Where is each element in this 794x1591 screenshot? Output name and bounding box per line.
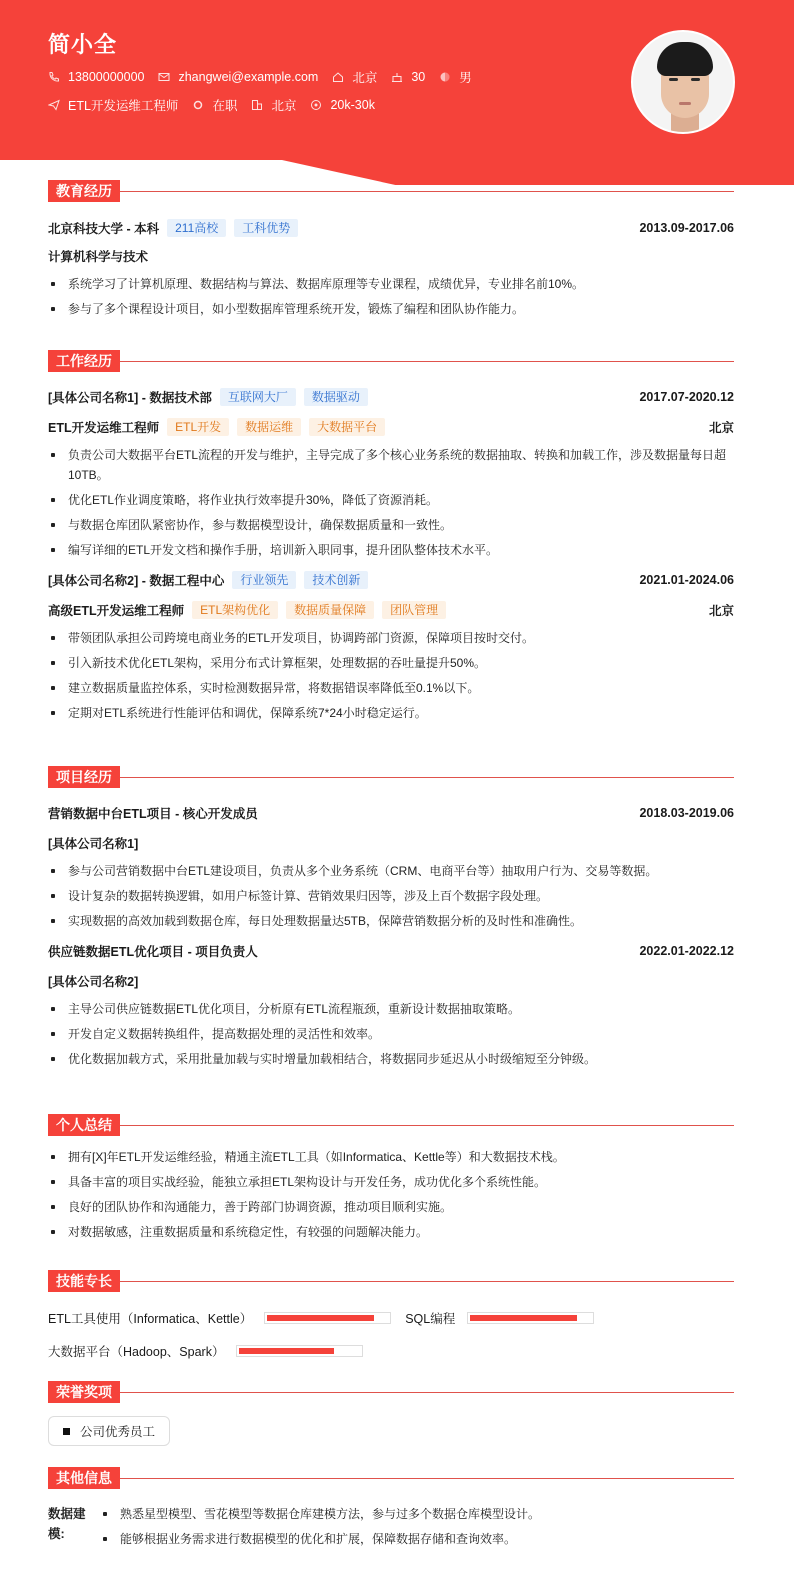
city-item	[332, 68, 377, 86]
location: 北京	[708, 604, 734, 618]
send-icon	[48, 99, 60, 111]
section-title	[48, 1114, 734, 1136]
salary-icon	[310, 99, 322, 111]
target-city: 北京	[271, 99, 297, 113]
role-row	[48, 600, 734, 620]
tag: 工科优势	[234, 219, 298, 237]
list-item: 建立数据质量监控体系，实时检测数据异常，将数据错误率降低至0.1%以下。	[48, 678, 734, 698]
list-item: 开发自定义数据转换组件，提高数据处理的灵活性和效率。	[48, 1024, 734, 1044]
list-item: 与数据仓库团队紧密协作，参与数据模型设计，确保数据质量和一致性。	[48, 515, 734, 535]
building-icon	[251, 99, 263, 111]
project-name: 营销数据中台ETL项目 - 核心开发成员	[48, 807, 258, 821]
list-item: 良好的团队协作和沟通能力，善于跨部门协调资源，推动项目顺利实施。	[48, 1197, 734, 1217]
school-name: 北京科技大学 - 本科	[48, 222, 160, 236]
skill-bar-fill	[470, 1315, 576, 1321]
target-position: ETL开发运维工程师	[68, 99, 179, 113]
bullet-list	[48, 628, 734, 723]
list-item: 编写详细的ETL开发文档和操作手册，培训新入职同事，提升团队整体技术水平。	[48, 540, 734, 560]
skill-row	[48, 1341, 734, 1361]
skill-row	[48, 1308, 734, 1328]
list-item: 参与公司营销数据中台ETL建设项目，负责从多个业务系统（CRM、电商平台等）抽取用户行为、交易等数据。	[48, 861, 734, 881]
list-item: 优化ETL作业调度策略，将作业执行效率提升30%，降低了资源消耗。	[48, 490, 734, 510]
employment-status: 在职	[212, 99, 238, 113]
contact-row	[48, 68, 486, 86]
home-icon	[332, 71, 344, 83]
skill-bar-fill	[239, 1348, 333, 1354]
mail-icon	[158, 71, 170, 83]
date-range: 2021.01-2024.06	[639, 573, 734, 587]
list-item: 定期对ETL系统进行性能评估和调优，保障系统7*24小时稳定运行。	[48, 703, 734, 723]
date-range: 2013.09-2017.06	[639, 221, 734, 235]
project-company: [具体公司名称1]	[48, 837, 139, 851]
tag: 数据质量保障	[286, 601, 374, 619]
gender-icon	[439, 71, 451, 83]
other-info-key: 数据建模:	[48, 1507, 86, 1541]
date-range: 2022.01-2022.12	[639, 944, 734, 958]
project-header	[48, 803, 734, 823]
section-divider	[120, 777, 734, 778]
section-label: 工作经历	[48, 350, 120, 372]
target-position-item	[48, 96, 178, 114]
email-item	[158, 70, 318, 84]
major: 计算机科学与技术	[48, 250, 149, 264]
tag: ETL架构优化	[192, 601, 278, 619]
skills-section	[48, 1270, 734, 1361]
section-label: 荣誉奖项	[48, 1381, 120, 1403]
section-title	[48, 180, 734, 202]
section-divider	[120, 361, 734, 362]
section-title	[48, 1467, 734, 1489]
tag: 数据驱动	[304, 388, 368, 406]
bullet-list	[48, 445, 734, 560]
status-icon	[192, 99, 204, 111]
tag: 大数据平台	[309, 418, 385, 436]
skill-bar	[467, 1312, 594, 1324]
list-item: 熟悉星型模型、雪花模型等数据仓库建模方法，参与过多个数据仓库模型设计。	[100, 1504, 540, 1524]
job-header	[48, 387, 734, 407]
list-item: 优化数据加载方式，采用批量加载与实时增量加载相结合，将数据同步延迟从小时级缩短至分钟级。	[48, 1049, 734, 1069]
awards-section	[48, 1381, 734, 1446]
role-title: ETL开发运维工程师	[48, 421, 160, 435]
award-name: 公司优秀员工	[80, 1425, 156, 1439]
award-item	[48, 1416, 170, 1446]
tag: 团队管理	[382, 601, 446, 619]
other-section	[48, 1467, 734, 1554]
phone-icon	[48, 71, 60, 83]
other-info-row	[48, 1504, 734, 1554]
job-header	[48, 570, 734, 590]
project-header	[48, 941, 734, 961]
bullet-list	[48, 999, 734, 1069]
location: 北京	[708, 421, 734, 435]
gender-item	[439, 68, 472, 86]
section-title	[48, 350, 734, 372]
work-section	[48, 350, 734, 728]
section-divider	[120, 191, 734, 192]
education-section	[48, 180, 734, 324]
tag: ETL开发	[167, 418, 229, 436]
skill-name: 大数据平台（Hadoop、Spark）	[48, 1345, 225, 1359]
age-item	[391, 70, 425, 84]
role-row	[48, 417, 734, 437]
section-label: 技能专长	[48, 1270, 120, 1292]
avatar	[631, 30, 735, 134]
list-item: 主导公司供应链数据ETL优化项目，分析原有ETL流程瓶颈，重新设计数据抽取策略。	[48, 999, 734, 1019]
project-company: [具体公司名称2]	[48, 975, 139, 989]
job-intent-row	[48, 96, 389, 114]
skill-bar	[236, 1345, 363, 1357]
cake-icon	[391, 71, 403, 83]
candidate-name: 简小全	[48, 32, 118, 57]
email-address: zhangwei@example.com	[178, 70, 319, 84]
tag: 互联网大厂	[220, 388, 296, 406]
bullet-list	[100, 1504, 540, 1554]
age: 30	[411, 70, 426, 84]
phone-number: 13800000000	[68, 70, 145, 84]
project-name: 供应链数据ETL优化项目 - 项目负责人	[48, 945, 258, 959]
skill-name: SQL编程	[405, 1312, 456, 1326]
list-item: 实现数据的高效加载到数据仓库，每日处理数据量达5TB，保障营销数据分析的及时性和准确性。	[48, 911, 734, 931]
section-label: 教育经历	[48, 180, 120, 202]
tag: 行业领先	[232, 571, 296, 589]
phone-item	[48, 70, 144, 84]
list-item: 带领团队承担公司跨境电商业务的ETL开发项目，协调跨部门资源，保障项目按时交付。	[48, 628, 734, 648]
target-city-item	[251, 96, 296, 114]
company-name: [具体公司名称2] - 数据工程中心	[48, 574, 225, 588]
square-bullet-icon	[63, 1428, 70, 1435]
section-divider	[120, 1281, 734, 1282]
skill-bar	[264, 1312, 391, 1324]
section-label: 其他信息	[48, 1467, 120, 1489]
expected-salary: 20k-30k	[330, 98, 375, 112]
list-item: 引入新技术优化ETL架构，采用分布式计算框架，处理数据的吞吐量提升50%。	[48, 653, 734, 673]
list-item: 系统学习了计算机原理、数据结构与算法、数据库原理等专业课程，成绩优异，专业排名前10%。	[48, 274, 734, 294]
list-item: 具备丰富的项目实战经验，能独立承担ETL架构设计与开发任务，成功优化多个系统性能。	[48, 1172, 734, 1192]
bullet-list	[48, 274, 734, 319]
section-divider	[120, 1478, 734, 1479]
skill-name: ETL工具使用（Informatica、Kettle）	[48, 1312, 253, 1326]
skill-bar-fill	[267, 1315, 373, 1321]
tag: 211高校	[167, 219, 226, 237]
education-header	[48, 218, 734, 238]
gender: 男	[459, 71, 472, 85]
salary-item	[310, 98, 374, 112]
summary-section	[48, 1114, 734, 1247]
list-item: 参与了多个课程设计项目，如小型数据库管理系统开发，锻炼了编程和团队协作能力。	[48, 299, 734, 319]
list-item: 设计复杂的数据转换逻辑，如用户标签计算、营销效果归因等，涉及上百个数据字段处理。	[48, 886, 734, 906]
status-item	[192, 96, 237, 114]
list-item: 能够根据业务需求进行数据模型的优化和扩展，保障数据存储和查询效率。	[100, 1529, 540, 1549]
bullet-list	[48, 861, 734, 931]
list-item: 拥有[X]年ETL开发运维经验，精通主流ETL工具（如Informatica、Kettle等）和大数据技术栈。	[48, 1147, 734, 1167]
date-range: 2018.03-2019.06	[639, 806, 734, 820]
section-title	[48, 766, 734, 788]
section-title	[48, 1270, 734, 1292]
section-label: 个人总结	[48, 1114, 120, 1136]
bullet-list	[48, 1147, 734, 1242]
tag: 数据运维	[237, 418, 301, 436]
section-label: 项目经历	[48, 766, 120, 788]
list-item: 负责公司大数据平台ETL流程的开发与维护，主导完成了多个核心业务系统的数据抽取、转换和加载工作，涉及数据量每日超10TB。	[48, 445, 734, 485]
company-name: [具体公司名称1] - 数据技术部	[48, 391, 212, 405]
city: 北京	[352, 71, 378, 85]
role-title: 高级ETL开发运维工程师	[48, 604, 185, 618]
projects-section	[48, 766, 734, 1074]
section-divider	[120, 1125, 734, 1126]
date-range: 2017.07-2020.12	[639, 390, 734, 404]
tag: 技术创新	[304, 571, 368, 589]
list-item: 对数据敏感，注重数据质量和系统稳定性，有较强的问题解决能力。	[48, 1222, 734, 1242]
section-divider	[120, 1392, 734, 1393]
section-title	[48, 1381, 734, 1403]
